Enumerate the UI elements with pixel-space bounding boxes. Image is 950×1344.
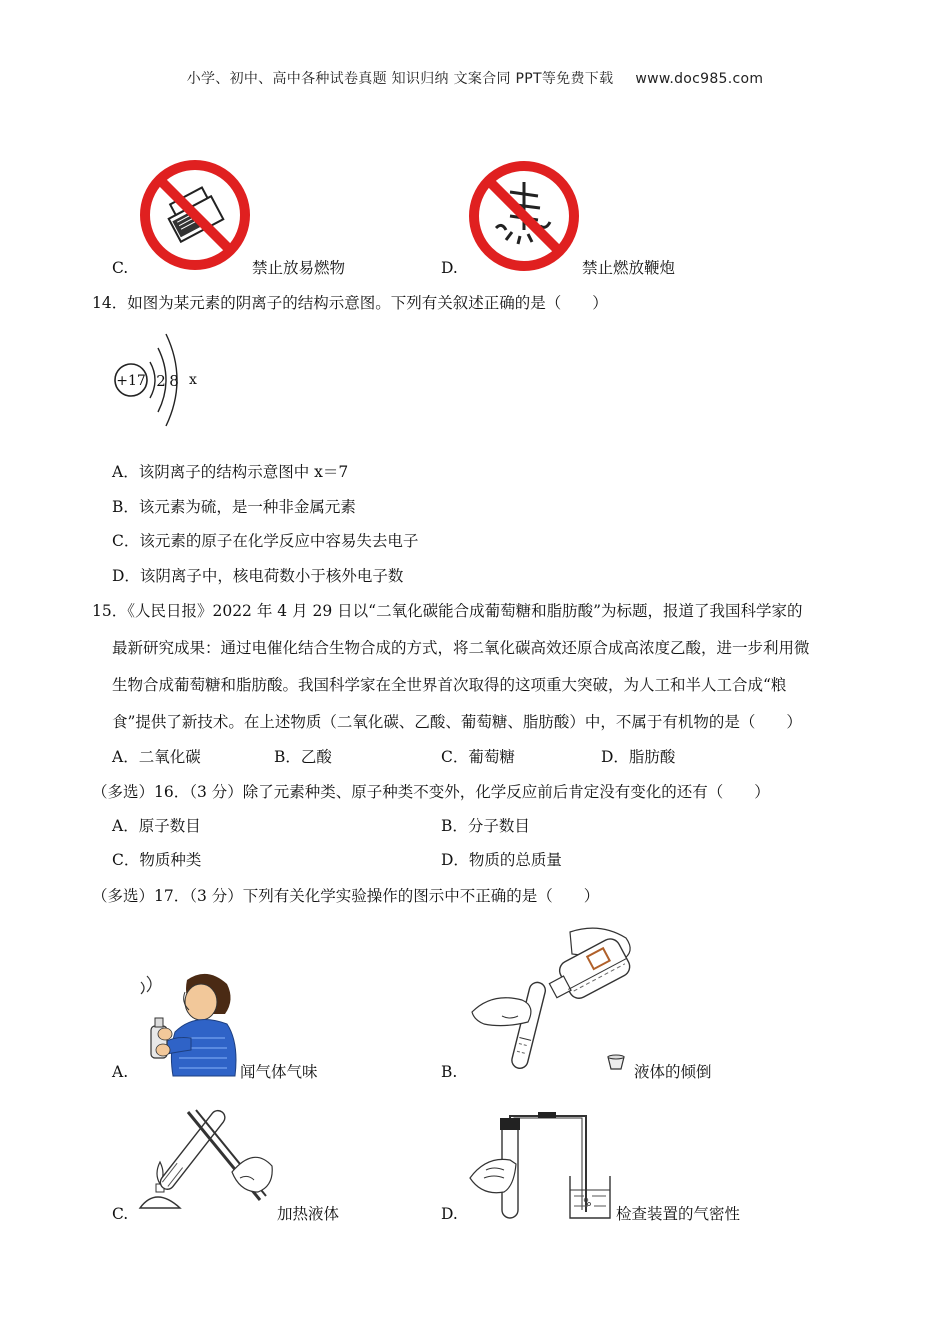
q16-option-c: C．物质种类 bbox=[112, 851, 202, 869]
shell-3-count: x bbox=[189, 372, 197, 388]
q13-option-d-letter: D. bbox=[441, 259, 458, 277]
q14-option-b: B．该元素为硫，是一种非金属元素 bbox=[112, 498, 356, 516]
shell-1-count: 2 bbox=[156, 372, 166, 390]
heating-liquid-illustration-icon bbox=[136, 1100, 276, 1220]
q15-line-3: 生物合成葡萄糖和脂肪酸。我国科学家在全世界首次取得的这项重大突破，为人工和半人工合成“粮 bbox=[112, 676, 787, 694]
q17-option-d-letter: D. bbox=[441, 1205, 458, 1223]
q13-option-d-caption: 禁止燃放鞭炮 bbox=[582, 259, 676, 277]
q15-option-d: D．脂肪酸 bbox=[601, 748, 676, 766]
q16-option-a: A．原子数目 bbox=[112, 817, 201, 835]
q13-option-c-letter: C. bbox=[112, 259, 129, 277]
q13-option-c-caption: 禁止放易燃物 bbox=[252, 259, 346, 277]
header-text: 小学、初中、高中各种试卷真题 知识归纳 文案合同 PPT等免费下载 bbox=[186, 71, 614, 87]
nucleus-charge: +17 bbox=[116, 373, 146, 389]
q17-option-b-caption: 液体的倾倒 bbox=[634, 1063, 712, 1081]
q15-line-4: 食”提供了新技术。在上述物质（二氧化碳、乙酸、葡萄糖、脂肪酸）中，不属于有机物的是（ ） bbox=[112, 713, 802, 731]
q15-line-2: 最新研究成果：通过电催化结合生物合成的方式，将二氧化碳高效还原合成高浓度乙酸，进一步利用微 bbox=[112, 639, 810, 657]
q17-option-b-letter: B. bbox=[441, 1063, 458, 1081]
q17-option-a-caption: 闻气体气味 bbox=[240, 1063, 318, 1081]
page-header bbox=[0, 68, 950, 88]
q15-option-a: A．二氧化碳 bbox=[112, 748, 201, 766]
no-firecrackers-sign-icon bbox=[466, 158, 582, 274]
q17-stem: （多选）17．（3 分）下列有关化学实验操作的图示中不正确的是（ ） bbox=[92, 887, 600, 905]
q15-line-1: 15．《人民日报》2022 年 4 月 29 日以“二氧化碳能合成葡萄糖和脂肪酸”为标题，报道了我国科学家的 bbox=[92, 602, 803, 620]
q17-option-d-caption: 检查装置的气密性 bbox=[616, 1205, 741, 1223]
header-url[interactable]: www.doc985.com bbox=[635, 71, 764, 87]
anion-structure-diagram bbox=[112, 324, 212, 434]
q14-option-c: C．该元素的原子在化学反应中容易失去电子 bbox=[112, 532, 419, 550]
q14-stem: 14．如图为某元素的阴离子的结构示意图。下列有关叙述正确的是（ ） bbox=[92, 294, 608, 312]
bottle-stopper-icon bbox=[605, 1054, 627, 1074]
q16-option-d: D．物质的总质量 bbox=[441, 851, 562, 869]
q17-option-c-letter: C. bbox=[112, 1205, 129, 1223]
smelling-gas-illustration-icon bbox=[135, 962, 243, 1078]
q16-stem: （多选）16．（3 分）除了元素种类、原子种类不变外，化学反应前后肯定没有变化的还有（ ） bbox=[92, 783, 770, 801]
q15-option-b: B．乙酸 bbox=[274, 748, 332, 766]
q16-option-b: B．分子数目 bbox=[441, 817, 530, 835]
airtightness-check-illustration-icon bbox=[462, 1106, 622, 1222]
q15-option-c: C．葡萄糖 bbox=[441, 748, 515, 766]
q17-option-a-letter: A. bbox=[112, 1063, 129, 1081]
q17-option-c-caption: 加热液体 bbox=[277, 1205, 340, 1223]
q14-option-a: A．该阴离子的结构示意图中 x＝7 bbox=[112, 463, 349, 481]
q14-option-d: D．该阴离子中，核电荷数小于核外电子数 bbox=[112, 567, 404, 585]
no-flammables-sign-icon bbox=[138, 158, 252, 272]
shell-2-count: 8 bbox=[169, 372, 179, 390]
